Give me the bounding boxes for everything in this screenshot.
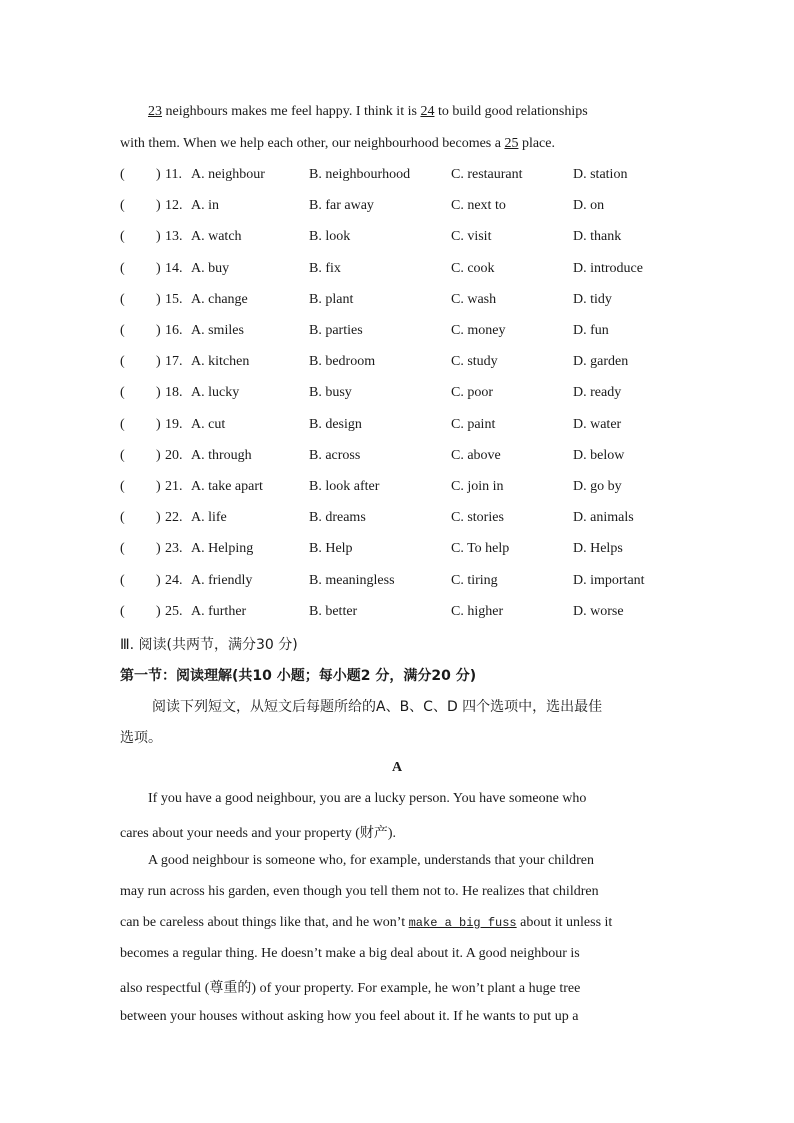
option-a: A. change [191, 292, 248, 307]
option-b: B. plant [309, 292, 354, 307]
passage-a-text: about it unless it [520, 915, 613, 930]
instruction-line-2: 选项。 [120, 730, 162, 746]
question-number: 13. [165, 229, 183, 244]
underlined-phrase: make a big fuss [408, 916, 517, 930]
paren-close: ) [156, 292, 161, 307]
option-a: A. friendly [191, 573, 253, 588]
question-number: 15. [165, 292, 183, 307]
option-a: A. Helping [191, 541, 254, 556]
option-d: D. go by [573, 479, 622, 494]
option-a: A. smiles [191, 323, 244, 338]
paren-open: ( [120, 479, 125, 494]
paren-close: ) [156, 541, 161, 556]
passage-text-4: place. [521, 136, 555, 151]
option-b: B. meaningless [309, 573, 395, 588]
paren-open: ( [120, 573, 125, 588]
paren-open: ( [120, 541, 125, 556]
question-number: 11. [165, 167, 182, 182]
passage-a-line: cares about your needs and your property (财产). [120, 826, 397, 841]
question-number: 19. [165, 417, 183, 432]
question-number: 21. [165, 479, 183, 494]
option-a: A. life [191, 510, 227, 525]
question-row [120, 229, 680, 249]
question-number: 20. [165, 448, 183, 463]
option-b: B. across [309, 448, 361, 463]
option-a: A. cut [191, 417, 226, 432]
option-d: D. introduce [573, 261, 643, 276]
passage-a-text: can be careless about things like that, and he won’t [120, 915, 406, 930]
question-number: 16. [165, 323, 183, 338]
passage-line-2 [120, 136, 675, 152]
option-c: C. visit [451, 229, 492, 244]
paren-open: ( [120, 198, 125, 213]
paren-open: ( [120, 604, 125, 619]
option-c: C. To help [451, 541, 510, 556]
option-b: B. dreams [309, 510, 366, 525]
paren-close: ) [156, 261, 161, 276]
passage-a-line: may run across his garden, even though you tell them not to. He realizes that children [120, 884, 599, 899]
part-heading: 第一节：阅读理解(共10 小题；每小题2 分，满分20 分) [120, 668, 477, 684]
option-c: C. paint [451, 417, 496, 432]
passage-line-1 [148, 104, 675, 120]
paren-close: ) [156, 385, 161, 400]
option-a: A. watch [191, 229, 242, 244]
option-b: B. fix [309, 261, 341, 276]
option-a: A. kitchen [191, 354, 250, 369]
option-b: B. design [309, 417, 362, 432]
question-number: 25. [165, 604, 183, 619]
paren-open: ( [120, 167, 125, 182]
option-c: C. restaurant [451, 167, 523, 182]
passage-text-1: neighbours makes me feel happy. I think it is [165, 104, 417, 119]
option-b: B. Help [309, 541, 353, 556]
paren-open: ( [120, 354, 125, 369]
question-row [120, 167, 680, 187]
option-d: D. Helps [573, 541, 623, 556]
option-c: C. next to [451, 198, 506, 213]
paren-open: ( [120, 323, 125, 338]
paren-open: ( [120, 417, 125, 432]
question-row [120, 510, 680, 530]
blank-25: 25 [504, 136, 519, 151]
question-number: 17. [165, 354, 183, 369]
question-row [120, 198, 680, 218]
option-b: B. far away [309, 198, 374, 213]
question-row [120, 323, 680, 343]
option-c: C. cook [451, 261, 495, 276]
paren-close: ) [156, 229, 161, 244]
question-row [120, 354, 680, 374]
section-heading: Ⅲ. 阅读(共两节，满分30 分) [120, 637, 298, 653]
option-a: A. take apart [191, 479, 263, 494]
option-b: B. parties [309, 323, 363, 338]
question-row [120, 541, 680, 561]
option-d: D. water [573, 417, 622, 432]
paren-open: ( [120, 448, 125, 463]
option-b: B. look after [309, 479, 380, 494]
option-c: C. tiring [451, 573, 498, 588]
option-d: D. below [573, 448, 625, 463]
blank-24: 24 [420, 104, 435, 119]
passage-a-line: becomes a regular thing. He doesn’t make a big deal about it. A good neighbour is [120, 946, 580, 961]
question-row [120, 417, 680, 437]
option-d: D. station [573, 167, 628, 182]
question-number: 14. [165, 261, 183, 276]
paren-close: ) [156, 479, 161, 494]
option-b: B. look [309, 229, 351, 244]
option-d: D. on [573, 198, 605, 213]
option-c: C. higher [451, 604, 504, 619]
paren-close: ) [156, 198, 161, 213]
option-d: D. thank [573, 229, 622, 244]
option-a: A. neighbour [191, 167, 265, 182]
question-number: 24. [165, 573, 183, 588]
paren-open: ( [120, 261, 125, 276]
option-a: A. further [191, 604, 247, 619]
passage-a-line: also respectful (尊重的) of your property. For example, he won’t plant a huge tree [120, 981, 581, 996]
question-row [120, 604, 680, 624]
question-number: 12. [165, 198, 183, 213]
paren-close: ) [156, 323, 161, 338]
option-c: C. money [451, 323, 506, 338]
question-row [120, 573, 680, 593]
question-number: 22. [165, 510, 183, 525]
option-d: D. animals [573, 510, 634, 525]
question-row [120, 448, 680, 468]
option-c: C. above [451, 448, 501, 463]
question-number: 23. [165, 541, 183, 556]
paren-open: ( [120, 229, 125, 244]
option-d: D. fun [573, 323, 609, 338]
paren-open: ( [120, 385, 125, 400]
question-number: 18. [165, 385, 183, 400]
option-c: C. stories [451, 510, 504, 525]
question-row [120, 292, 680, 312]
blank-23: 23 [148, 104, 162, 119]
question-row [120, 261, 680, 281]
passage-a-line: A good neighbour is someone who, for example, understands that your children [148, 853, 594, 868]
option-c: C. poor [451, 385, 493, 400]
passage-text-3: with them. When we help each other, our neighbourhood becomes a [120, 136, 501, 151]
option-b: B. better [309, 604, 358, 619]
paren-open: ( [120, 510, 125, 525]
option-d: D. important [573, 573, 645, 588]
paren-close: ) [156, 354, 161, 369]
paren-close: ) [156, 510, 161, 525]
option-d: D. tidy [573, 292, 612, 307]
passage-text-2: to build good relationships [437, 104, 588, 119]
paren-close: ) [156, 604, 161, 619]
option-d: D. worse [573, 604, 624, 619]
option-d: D. ready [573, 385, 622, 400]
question-row [120, 385, 680, 405]
passage-a-line: If you have a good neighbour, you are a lucky person. You have someone who [148, 791, 587, 806]
option-a: A. lucky [191, 385, 240, 400]
option-c: C. join in [451, 479, 504, 494]
paren-close: ) [156, 448, 161, 463]
paren-open: ( [120, 292, 125, 307]
option-a: A. in [191, 198, 219, 213]
option-d: D. garden [573, 354, 629, 369]
option-c: C. wash [451, 292, 497, 307]
option-a: A. buy [191, 261, 230, 276]
option-a: A. through [191, 448, 252, 463]
passage-title: A [391, 760, 403, 775]
paren-close: ) [156, 573, 161, 588]
instruction-line-1: 阅读下列短文，从短文后每题所给的A、B、C、D 四个选项中，选出最佳 [152, 699, 603, 715]
option-c: C. study [451, 354, 498, 369]
passage-a-line [120, 915, 675, 931]
option-b: B. bedroom [309, 354, 376, 369]
passage-a-line: between your houses without asking how you feel about it. If he wants to put up a [120, 1009, 579, 1024]
paren-close: ) [156, 417, 161, 432]
option-b: B. neighbourhood [309, 167, 411, 182]
option-b: B. busy [309, 385, 352, 400]
question-row [120, 479, 680, 499]
paren-close: ) [156, 167, 161, 182]
